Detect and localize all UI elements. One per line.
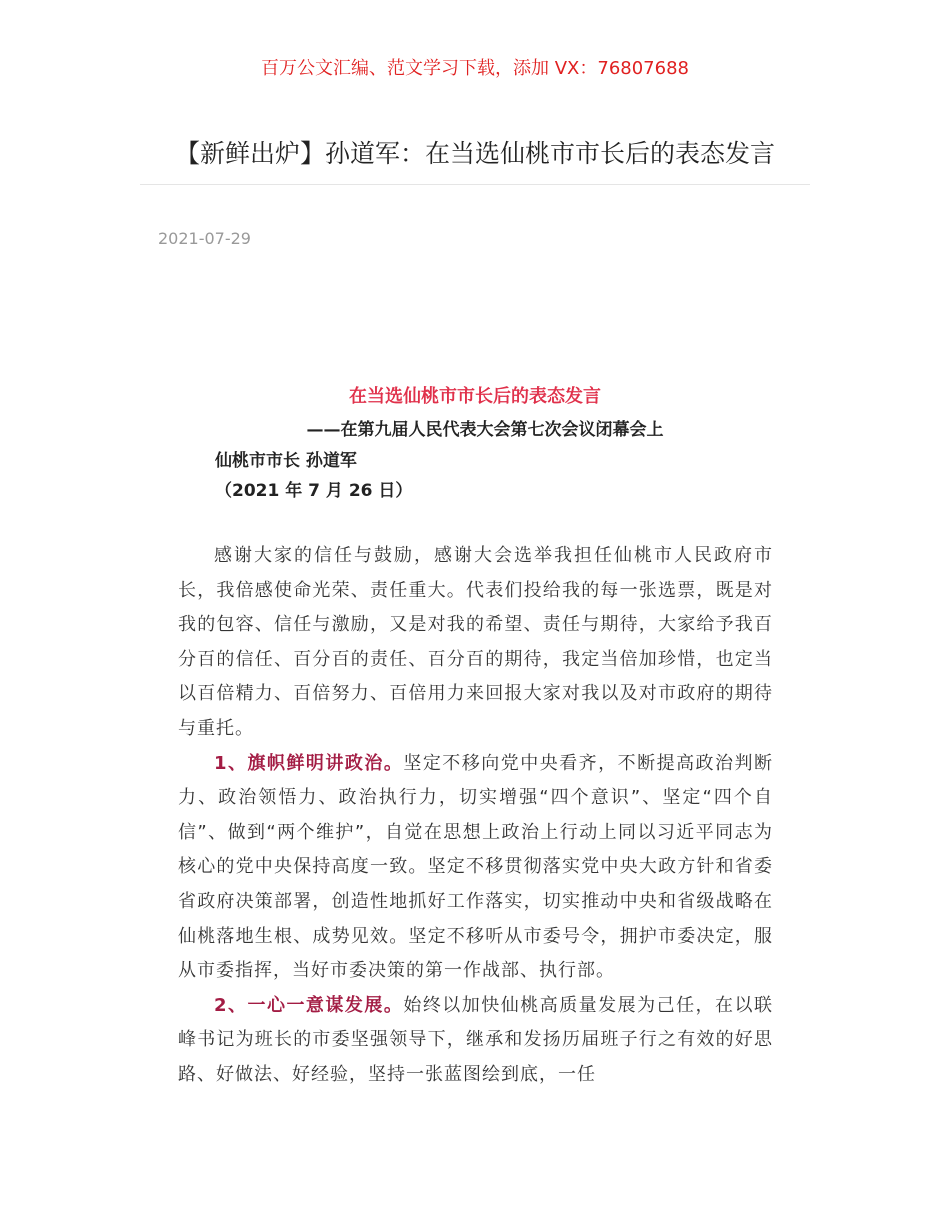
speech-subtitle: ——在第九届人民代表大会第七次会议闭幕会上 [306,420,664,440]
article-title: 【新鲜出炉】孙道军：在当选仙桃市市长后的表态发言 [174,139,775,168]
speech-body [178,539,773,1093]
point-body-2: 始终以加快仙桃高质量发展为己任，在以联峰书记为班长的市委坚强领导下，继承和发扬历届班子行之有效的好思路、好做法、好经验，坚持一张蓝图绘到底，一任 [178,994,774,1085]
point-paragraph-1 [178,747,773,989]
intro-paragraph: 感谢大家的信任与鼓励，感谢大会选举我担任仙桃市人民政府市长，我倍感使命光荣、责任重大。代表们投给我的每一张选票，既是对我的包容、信任与激励，又是对我的希望、责任与期待，大家给予我百分百的信任、百分百的责任、百分百的期待，我定当倍加珍惜，也定当以百倍精力、百倍努力、百倍用力来回报大家对我以及对市政府的期待与重托。 [178,545,773,739]
publish-date: 2021-07-29 [158,229,251,248]
speech-title: 在当选仙桃市市长后的表态发言 [349,386,601,407]
speech-date: （2021 年 7 月 26 日） [215,481,413,501]
point-heading-1: 1、旗帜鲜明讲政治。 [214,752,404,774]
point-body-1: 坚定不移向党中央看齐，不断提高政治判断力、政治领悟力、政治执行力，切实增强“四个意识”、坚定“四个自信”、做到“两个维护”，自觉在思想上政治上行动上同以习近平同志为核心的党中央保持高度一致。坚定不移贯彻落实党中央大政方针和省委省政府决策部署，创造性地抓好工作落实，切实推动中央和省级战略在仙桃落地生根、成势见效。坚定不移听从市委号令，拥护市委决定，服从市委指挥，当好市委决策的第一作战部、执行部。 [178,752,774,982]
point-heading-2: 2、一心一意谋发展。 [214,994,404,1016]
point-paragraph-2 [178,989,773,1093]
watermark-banner: 百万公文汇编、范文学习下载，添加 VX：76807688 [261,58,689,79]
title-divider [140,184,810,185]
speech-speaker: 仙桃市市长 孙道军 [215,451,357,471]
